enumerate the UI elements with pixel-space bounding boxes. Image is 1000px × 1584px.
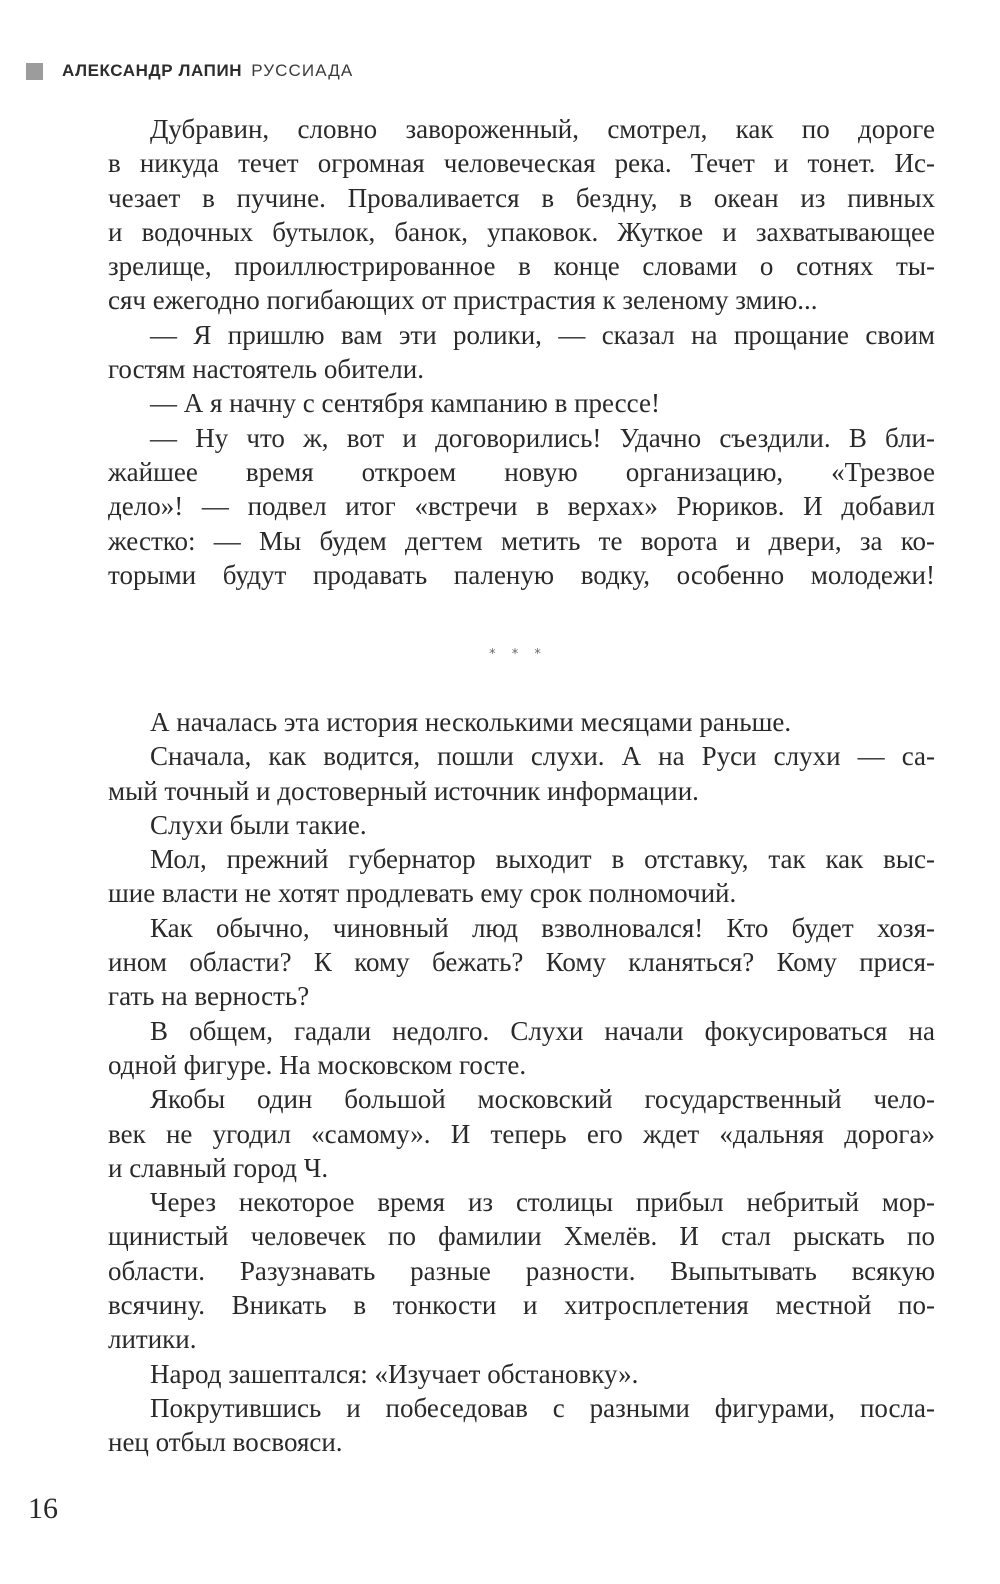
text-line: Дубравин, словно завороженный, смотрел, как по дороге: [150, 114, 935, 144]
text-line: и водочных бутылок, банок, упаковок. Жуткое и захватывающее: [108, 216, 935, 247]
text-line: А началась эта история несколькими месяцами раньше.: [150, 707, 792, 737]
text-line: Покрутившись и побеседовав с разными фигурами, посла-: [150, 1392, 935, 1423]
header-square-mark: [26, 63, 43, 80]
text-line: жестко: — Мы будем дегтем метить те ворота и двери, за ко-: [108, 525, 935, 556]
text-line: области. Разузнавать разные разности. Выпытывать всякую: [108, 1255, 935, 1286]
text-line: шие власти не хотят продлевать ему срок полномочий.: [108, 878, 737, 909]
text-line: всячину. Вникать в тонкости и хитросплетения местной по-: [108, 1290, 935, 1321]
text-line: литики.: [108, 1324, 197, 1355]
text-section-1: [108, 112, 935, 592]
text-line: — Ну что ж, вот и договорились! Удачно съездили. В бли-: [150, 422, 935, 453]
text-line: чезает в пучине. Проваливается в бездну, в океан из пивных: [108, 182, 935, 213]
text-line: дело»! — подвел итог «встречи в верхах» Рюриков. И добавил: [108, 491, 935, 522]
text-line: торыми будут продавать паленую водку, особенно молодежи!: [108, 559, 935, 590]
text-line: и славный город Ч.: [108, 1152, 329, 1183]
header-author: АЛЕКСАНДР ЛАПИН: [62, 61, 243, 80]
text-line: щинистый человечек по фамилии Хмелёв. И стал рыскать по: [108, 1221, 935, 1252]
text-line: Мол, прежний губернатор выходит в отставку, так как выс-: [150, 844, 935, 875]
section-separator: * * *: [489, 647, 547, 662]
text-line: — Я пришлю вам эти ролики, — сказал на прощание своим: [150, 319, 935, 350]
page-number: 16: [28, 1492, 58, 1525]
text-line: сяч ежегодно погибающих от пристрастия к зеленому змию...: [108, 285, 818, 316]
text-section-2: [108, 705, 935, 1460]
text-line: мый точный и достоверный источник информации.: [108, 775, 699, 806]
text-line: гостям настоятель обители.: [108, 354, 424, 385]
text-line: зрелище, проиллюстрированное в конце словами о сотнях ты-: [108, 251, 935, 282]
text-line: ином области? К кому бежать? Кому кланяться? Кому прися-: [108, 947, 935, 978]
text-line: Как обычно, чиновный люд взволновался! Кто будет хозя-: [150, 912, 935, 943]
text-line: В общем, гадали недолго. Слухи начали фокусироваться на: [150, 1015, 935, 1046]
text-line: — А я начну с сентября кампанию в прессе!: [150, 388, 660, 419]
text-line: жайшее время откроем новую организацию, «Трезвое: [108, 456, 935, 487]
text-line: гать на верность?: [108, 981, 310, 1012]
header-book-title: РУССИАДА: [251, 61, 354, 80]
text-line: Народ зашептался: «Изучает обстановку».: [150, 1358, 639, 1389]
text-line: Через некоторое время из столицы прибыл небритый мор-: [150, 1187, 935, 1218]
text-line: одной фигуре. На московском госте.: [108, 1049, 527, 1080]
text-line: век не угодил «самому». И теперь его ждет «дальняя дорога»: [108, 1118, 935, 1149]
text-line: Сначала, как водится, пошли слухи. А на Руси слухи — са-: [150, 741, 935, 772]
text-line: Якобы один большой московский государственный чело-: [150, 1084, 935, 1115]
text-line: нец отбыл восвояси.: [108, 1427, 343, 1458]
text-line: Слухи были такие.: [150, 809, 367, 840]
running-header: [26, 56, 353, 86]
text-line: в никуда течет огромная человеческая река. Течет и тонет. Ис-: [108, 148, 935, 179]
